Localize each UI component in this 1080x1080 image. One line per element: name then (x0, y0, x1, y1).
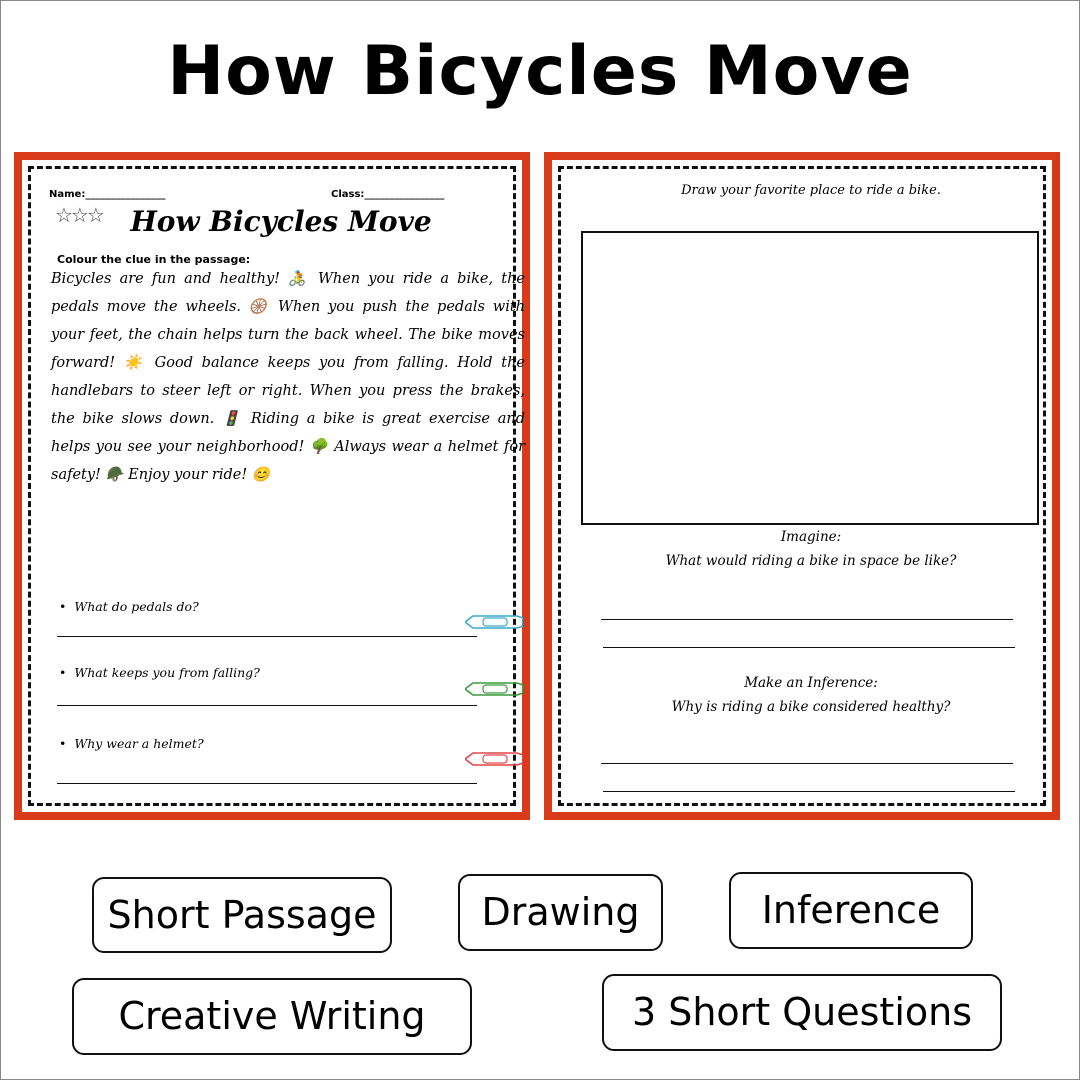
tag-inference: Inference (729, 872, 973, 949)
inference-question: Why is riding a bike considered healthy? (671, 699, 951, 715)
crayon-icon-green (465, 681, 523, 697)
imagine-answer-line-2[interactable] (603, 647, 1015, 648)
question-3: • Why wear a helmet? (59, 736, 204, 751)
worksheet-page-drawing (544, 152, 1060, 820)
reading-passage: Bicycles are fun and healthy! 🚴 When you ride a bike, the pedals move the wheels. 🛞 When you push the pedals with your feet, the chain helps turn the back wheel. The bike moves forward! ☀️ Good balance keeps you from falling. Hold the handlebars to steer left or right. When you press the brakes, the bike slows down. 🚦 Riding a bike is great exercise and helps you see your neighborhood! 🌳 Always wear a helmet for safety! 🪖 Enjoy your ride! 😊 (51, 271, 525, 483)
inference-answer-line-2[interactable] (603, 791, 1015, 792)
answer-line-2[interactable] (57, 705, 477, 706)
question-1-text: What do pedals do? (74, 599, 199, 614)
answer-line-3[interactable] (57, 783, 477, 784)
question-3-text: Why wear a helmet? (74, 736, 204, 751)
tag-creative-writing: Creative Writing (72, 978, 472, 1055)
question-1: • What do pedals do? (59, 599, 199, 614)
question-2: • What keeps you from falling? (59, 665, 260, 680)
tag-drawing: Drawing (458, 874, 663, 951)
imagine-heading: Imagine: (780, 529, 842, 545)
imagine-answer-line-1[interactable] (601, 619, 1013, 620)
tag-short-passage: Short Passage (92, 877, 392, 953)
rating-stars: ☆☆☆ (55, 203, 103, 227)
crayon-icon-blue (465, 614, 523, 630)
question-2-text: What keeps you from falling? (74, 665, 260, 680)
inference-answer-line-1[interactable] (601, 763, 1013, 764)
worksheet-title: How Bicycles Move (130, 205, 432, 238)
main-title: How Bicycles Move (167, 32, 913, 111)
answer-line-1[interactable] (57, 636, 477, 637)
drawing-box[interactable] (581, 231, 1039, 525)
crayon-icon-red (465, 751, 523, 767)
imagine-question: What would riding a bike in space be like? (665, 553, 957, 569)
instruction-text: Colour the clue in the passage: (57, 253, 251, 266)
class-field-label: Class:________________ (331, 189, 445, 200)
worksheet-page-passage (14, 152, 530, 820)
drawing-prompt: Draw your favorite place to ride a bike. (681, 183, 941, 198)
tag-3-short-questions: 3 Short Questions (602, 974, 1002, 1051)
inference-heading: Make an Inference: (744, 675, 878, 691)
name-field-label: Name:________________ (49, 189, 166, 200)
